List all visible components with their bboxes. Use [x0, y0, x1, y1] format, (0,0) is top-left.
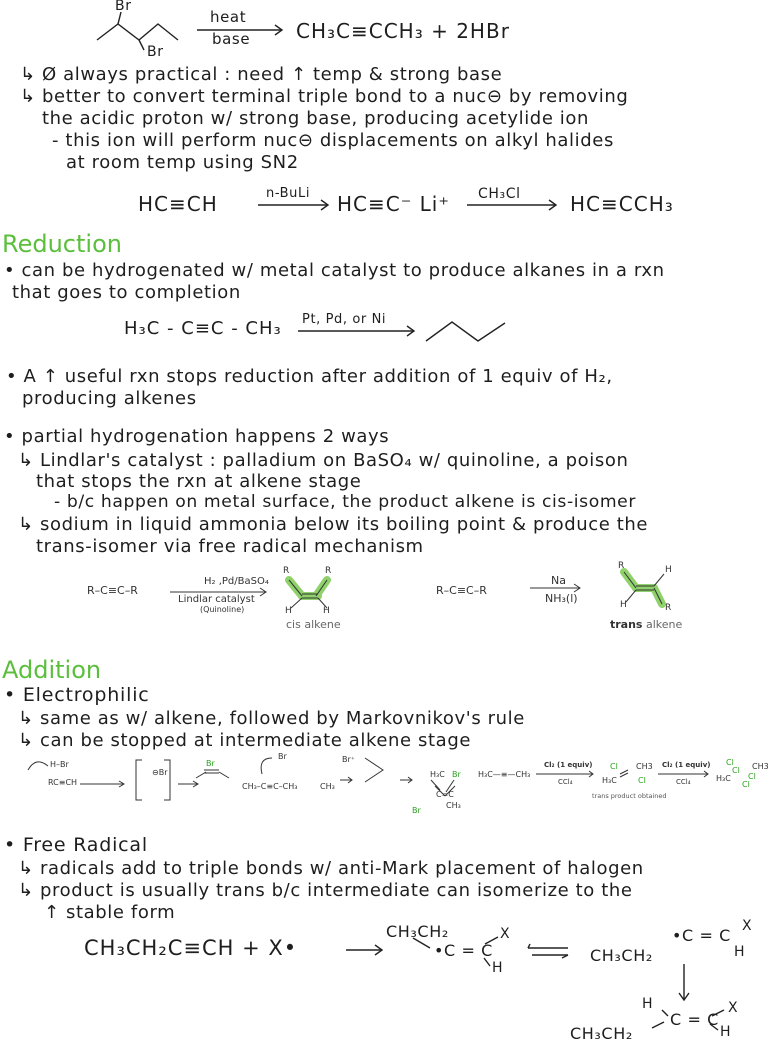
reduction-line-2: that goes to completion — [12, 282, 241, 303]
int1-ceq: •C = C — [434, 941, 493, 960]
note-line-3: the acidic proton w/ strong base, producing acetylide ion — [42, 108, 590, 129]
cl-reactant: H₃C—≡—CH₃ — [478, 770, 531, 779]
cl-reagent-1: Cl₂ (1 equiv) — [544, 761, 593, 769]
note-line-5: at room temp using SN2 — [66, 152, 299, 173]
reduction-line-1: • can be hydrogenated w/ metal catalyst to produce alkanes in a rxn — [4, 260, 665, 281]
ch3-mech: CH₃ — [320, 782, 335, 791]
h3c-cl: H₃C — [602, 776, 617, 785]
cis-r2: R — [325, 566, 332, 576]
ceq-mech: C=C — [436, 790, 454, 799]
alkyne-mech: RC≡CH — [48, 778, 78, 787]
cis-h2: H — [323, 606, 330, 616]
lindlar-reactant: R–C≡C–R — [87, 584, 138, 597]
note-line-1: ↳ Ø always practical : need ↑ temp & strong base — [20, 64, 503, 85]
cl-1: Cl — [610, 762, 618, 771]
ch3-cl-2: CH3 — [752, 762, 769, 771]
catalyst-label: Pt, Pd, or Ni — [302, 312, 387, 327]
prod-h2: H — [720, 1024, 732, 1040]
cl-solvent-2: CCl₄ — [676, 778, 691, 786]
heat-label: heat — [210, 8, 247, 26]
cl-3: Cl — [726, 758, 734, 767]
trans-bold: trans — [610, 618, 643, 631]
int2-h: H — [734, 944, 746, 960]
trans-r1: R — [618, 561, 625, 571]
nh3-label: NH₃(l) — [545, 592, 578, 605]
radical-line-1: ↳ radicals add to triple bonds w/ anti-Mark placement of halogen — [18, 858, 644, 879]
br-mech-3: Br — [452, 770, 461, 779]
br-mech-2: Br — [278, 752, 287, 761]
trans-h2: H — [665, 565, 672, 575]
h3c-cl-2: H₃C — [716, 774, 731, 783]
br-minus-mech: ⊖Br — [152, 768, 168, 777]
hbr-mech: H–Br — [50, 760, 69, 769]
ch3-cl: CH3 — [636, 762, 653, 771]
int2-left: CH₃CH₂ — [590, 946, 653, 965]
note-line-2: ↳ better to convert terminal triple bond to a nuc⊖ by removing — [20, 86, 629, 107]
top-product: CH₃C≡CCH₃ + 2HBr — [296, 19, 510, 43]
trans-rest: alkene — [642, 618, 683, 631]
trans-h1: H — [620, 600, 627, 610]
lindlar-reagent: H₂ ,Pd/BaSO₄ — [204, 576, 269, 587]
partial-line-4: - b/c happen on metal surface, the product alkene is cis-isomer — [54, 492, 636, 512]
int2-ceq: •C = C — [672, 926, 731, 945]
reduction-line-4: producing alkenes — [22, 388, 197, 409]
lindlar-label: Lindlar catalyst — [178, 594, 255, 605]
cl-2: Cl — [638, 776, 646, 785]
radical-line-2: ↳ product is usually trans b/c intermediate can isomerize to the — [18, 880, 633, 901]
int2-x: X — [742, 918, 753, 934]
chain-mech: CH₃–C≡C–CH₃ — [242, 782, 298, 791]
br-top-label: Br — [115, 0, 132, 14]
base-label: base — [212, 30, 251, 48]
prod-left: CH₃CH₂ — [570, 1024, 633, 1043]
radical-line-3: ↑ stable form — [44, 902, 176, 923]
radical-reactant: CH₃CH₂C≡CH + X• — [84, 936, 298, 960]
cl-reagent-2: Cl₂ (1 equiv) — [662, 761, 711, 769]
int1-x: X — [500, 926, 511, 942]
br-mech-1: Br — [206, 759, 215, 768]
free-radical-sub: • Free Radical — [4, 834, 148, 856]
cl-6: Cl — [742, 780, 750, 789]
na-reactant: R–C≡C–R — [436, 584, 487, 597]
prod-h: H — [642, 996, 654, 1012]
addition-heading: Addition — [2, 656, 102, 684]
int1-h: H — [492, 960, 504, 976]
quinoline-note: (Quinoline) — [200, 605, 245, 614]
note-line-4: - this ion will perform nuc⊖ displacements on alkyl halides — [52, 130, 614, 151]
ch3cl-label: CH₃Cl — [478, 186, 521, 202]
cis-r1: R — [283, 566, 290, 576]
trans-r2: R — [665, 603, 672, 613]
br-mech-4: Br — [412, 806, 421, 815]
prod-ceq: C = C — [670, 1010, 719, 1029]
partial-line-3: that stops the rxn at alkene stage — [36, 471, 362, 492]
addition-line-1: ↳ same as w/ alkene, followed by Markovnikov's rule — [18, 708, 525, 729]
reduction-line-3: • A ↑ useful rxn stops reduction after addition of 1 equiv of H₂, — [6, 366, 613, 387]
cis-alkene-label: cis alkene — [286, 618, 341, 631]
br-plus-mech: Br⁺ — [342, 755, 355, 764]
prod-x: X — [728, 1000, 739, 1016]
acetylene: HC≡CH — [138, 192, 218, 216]
partial-line-6: trans-isomer via free radical mechanism — [36, 536, 424, 557]
addition-line-2: ↳ can be stopped at intermediate alkene stage — [18, 730, 472, 751]
partial-line-1: • partial hydrogenation happens 2 ways — [4, 426, 390, 447]
reduction-heading: Reduction — [2, 230, 122, 258]
acetylide-ion: HC≡C⁻ Li⁺ — [337, 192, 450, 216]
int1-top: CH₃CH₂ — [386, 922, 449, 941]
trans-note: trans product obtained — [592, 792, 667, 800]
ch3-mech-2: CH₃ — [446, 801, 461, 810]
partial-line-5: ↳ sodium in liquid ammonia below its boiling point & produce the — [18, 514, 649, 535]
propyne: HC≡CCH₃ — [570, 192, 674, 216]
butyne-reactant: H₃C - C≡C - CH₃ — [124, 318, 282, 339]
h3c-mech: H₃C — [430, 770, 445, 779]
cis-h1: H — [285, 606, 292, 616]
electrophilic-sub: • Electrophilic — [4, 684, 150, 706]
nbuli-label: n-BuLi — [266, 186, 311, 201]
partial-line-2: ↳ Lindlar's catalyst : palladium on BaSO₄ w/ quinoline, a poison — [18, 450, 629, 471]
br-bottom-label: Br — [147, 44, 164, 60]
cl-5: Cl — [748, 772, 756, 781]
na-label: Na — [551, 574, 566, 587]
cl-solvent-1: CCl₄ — [558, 778, 573, 786]
cl-4: Cl — [732, 766, 740, 775]
